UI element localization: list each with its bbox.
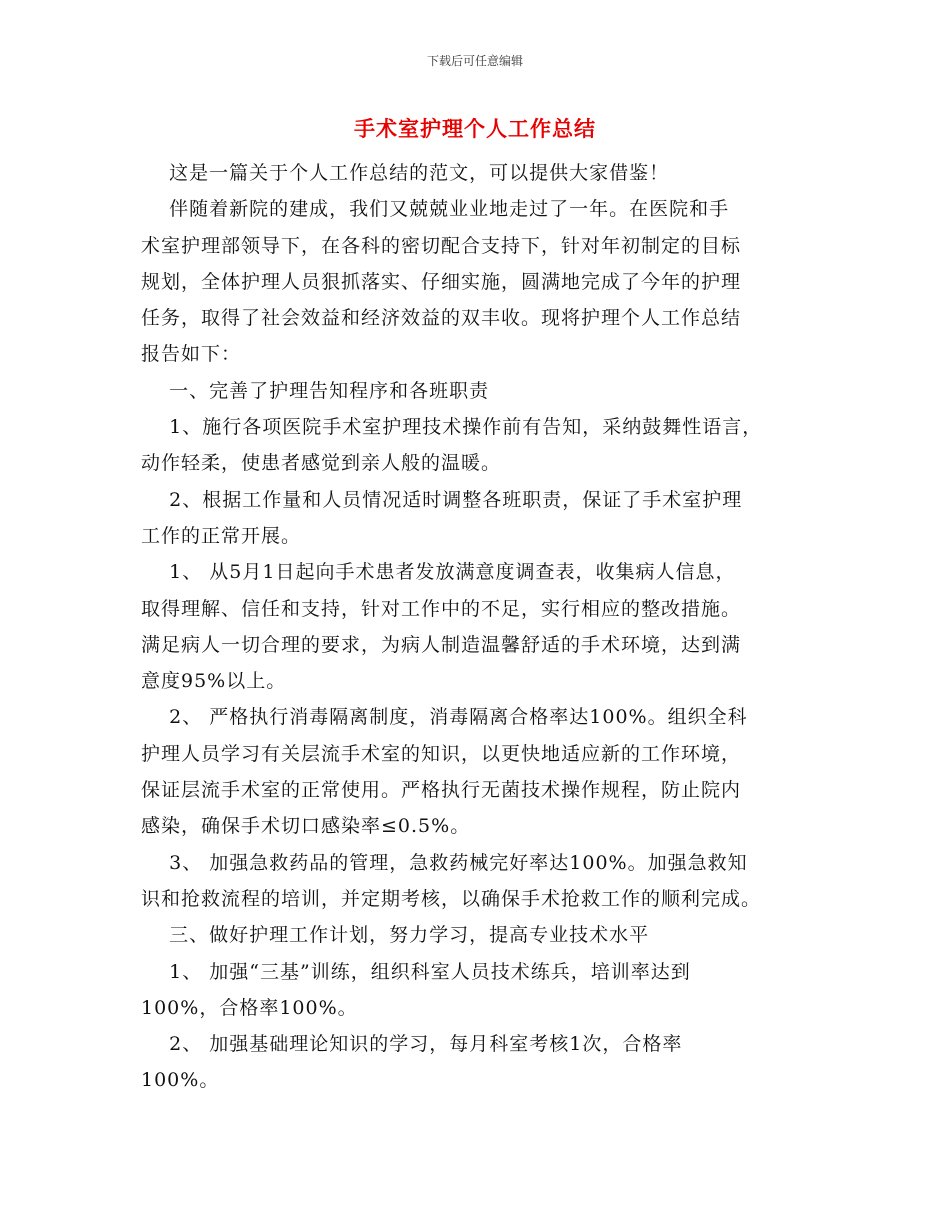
body-line: 取得理解、信任和支持，针对工作中的不足，实行相应的整改措施。 (141, 597, 742, 620)
body-line: 规划，全体护理人员狠抓落实、仔细实施，圆满地完成了今年的护理 (141, 270, 742, 293)
body-line: 1、 从5月1日起向手术患者发放满意度调查表，收集病人信息， (141, 561, 736, 584)
document-body (141, 155, 809, 1099)
body-line: 2、根据工作量和人员情况适时调整各班职责，保证了手术室护理 (141, 488, 743, 511)
body-line: 2、 严格执行消毒隔离制度，消毒隔离合格率达100%。组织全科 (141, 706, 748, 729)
body-line: 感染，确保手术切口感染率≤0.5%。 (141, 815, 471, 838)
body-line: 这是一篇关于个人工作总结的范文，可以提供大家借鉴！ (141, 162, 670, 184)
body-line: 1、 加强“三基”训练，组织科室人员技术练兵，培训率达到 (141, 960, 691, 983)
section-heading: 一、完善了护理告知程序和各班职责 (141, 379, 490, 402)
body-line: 满足病人一切合理的要求，为病人制造温馨舒适的手术环境，达到满 (141, 633, 742, 656)
body-line: 3、 加强急救药品的管理，急救药械完好率达100%。加强急救知 (141, 851, 748, 874)
page-header: 下载后可任意编辑 (426, 54, 523, 68)
body-line: 2、 加强基础理论知识的学习，每月科室考核1次，合格率 (141, 1033, 683, 1056)
body-line: 任务，取得了社会效益和经济效益的双丰收。现将护理个人工作总结 (141, 307, 742, 330)
body-line: 伴随着新院的建成，我们又兢兢业业地走过了一年。在医院和手 (141, 198, 730, 221)
body-line: 护理人员学习有关层流手术室的知识，以更快地适应新的工作环境， (141, 742, 742, 765)
body-line: 动作轻柔，使患者感觉到亲人般的温暖。 (141, 452, 502, 475)
body-line: 报告如下： (141, 343, 242, 366)
section-heading: 三、做好护理工作计划，努力学习，提高专业技术水平 (141, 924, 650, 947)
body-line: 意度95%以上。 (141, 670, 287, 693)
body-line: 1、施行各项医院手术室护理技术操作前有告知，采纳鼓舞性语言， (141, 416, 763, 439)
body-line: 识和抢救流程的培训，并定期考核，以确保手术抢救工作的顺利完成。 (141, 887, 762, 910)
body-line: 保证层流手术室的正常使用。严格执行无菌技术操作规程，防止院内 (141, 779, 742, 802)
body-line: 100%，合格率100%。 (141, 996, 358, 1019)
body-line: 术室护理部领导下，在各科的密切配合支持下，针对年初制定的目标 (141, 234, 742, 257)
body-line: 工作的正常开展。 (141, 524, 302, 547)
body-line: 100%。 (141, 1069, 220, 1092)
document-title: 手术室护理个人工作总结 (354, 116, 596, 141)
